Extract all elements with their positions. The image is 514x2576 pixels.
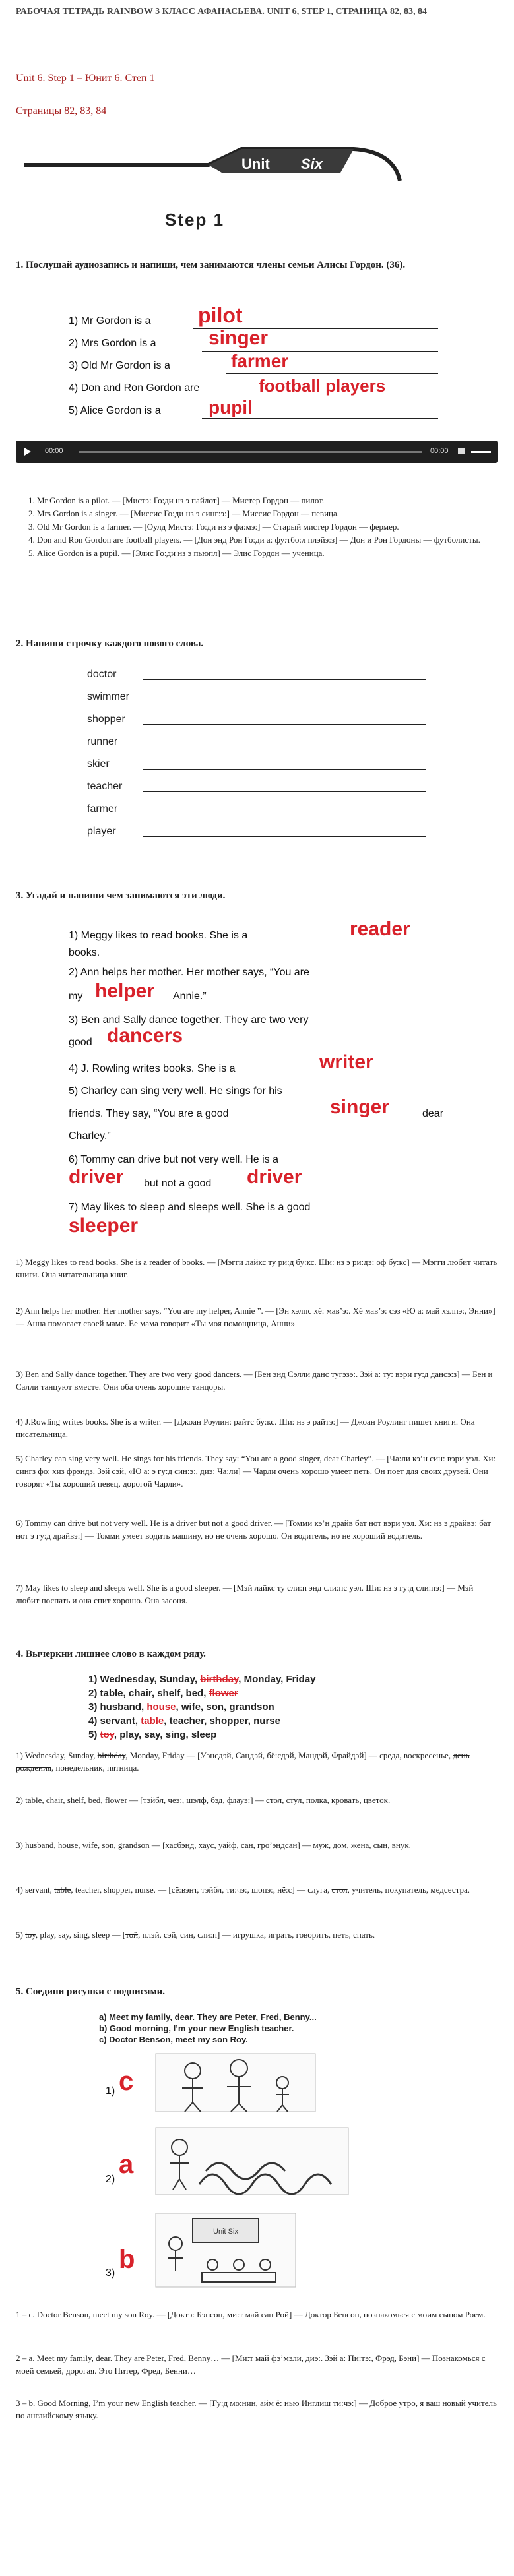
audio-progress-track[interactable] — [79, 451, 422, 453]
task3-line: 1) Meggy likes to read books. She is a — [69, 930, 248, 941]
task3-answer-1: 1) Meggy likes to read books. She is a reader of books. — [Мэгги лайкс ту ри:д бу:кс. Ши: нз э ри:дэ: оф бу:кс] — Мэгги любит читать книги. Она читательница книг. — [16, 1257, 498, 1279]
task2-title: 2. Напиши строчку каждого нового слова. — [16, 638, 204, 649]
task3-title: 3. Угадай и напиши чем занимаются эти люди. — [16, 890, 226, 901]
audio-current-time: 00:00 — [45, 447, 63, 455]
task3-line: 7) May likes to sleep and sleeps well. She is a good — [69, 1202, 311, 1213]
unit-label: Unit — [241, 156, 270, 172]
unit-number: Six — [301, 156, 323, 172]
pic-answer-2: a — [119, 2150, 134, 2179]
task3-line: my — [69, 991, 83, 1002]
page-title: РАБОЧАЯ ТЕТРАДЬ RAINBOW 3 КЛАСС АФАНАСЬЕВА. UNIT 6, STEP 1, СТРАНИЦА 82, 83, 84 — [16, 7, 427, 16]
pic-number-3: 3) — [106, 2267, 115, 2279]
picture-family-of-snakes — [153, 2125, 351, 2197]
list-item: 5. Alice Gordon is a pupil. — [Элис Го:ди нз э пьюпл] — Элис Гордон — ученица. — [37, 547, 505, 559]
task4-answer-2: 2) table, chair, shelf, bed, flower — [тэйбл, чеэ:, шэлф, бэд, флауэ:] — стол, стул, полка, кровать, цветок. — [16, 1795, 391, 1805]
caption-b: b) Good morning, I’m your new English teacher. — [99, 2023, 294, 2033]
task3-line: but not a good — [144, 1178, 212, 1189]
task4-row: 2) table, chair, shelf, bed, flower — [88, 1688, 238, 1699]
word-player: player — [87, 826, 116, 837]
task3-line: 3) Ben and Sally dance together. They are two very — [69, 1014, 309, 1026]
audio-duration: 00:00 — [430, 447, 449, 455]
pic-number-1: 1) — [106, 2085, 115, 2097]
task3-hw-reader: reader — [350, 918, 410, 940]
task3-answer-4: 4) J.Rowling writes books. She is a writer. — [Джоан Роулин: райтс бу:кс. Ши: нз э райтэ:] — Джоан Роулинг пишет книги. Она писательница. — [16, 1417, 475, 1439]
list-item: 4. Don and Ron Gordon are football players. — [Дон энд Рон Го:ди а: фу:тбо:л плэйэ:з] — Дон и Рон Гордоны — футболисты. — [37, 534, 505, 546]
task3-hw-dancers: dancers — [107, 1025, 183, 1047]
play-icon[interactable] — [24, 448, 31, 456]
task3-hw-writer: writer — [319, 1051, 373, 1073]
task3-line: Annie.” — [173, 991, 207, 1002]
task3-answer-3: 3) Ben and Sally dance together. They are two very good dancers. — [Бен энд Сэлли данс тугэзэ:. Зэй а: ту: вэри гу:д дансэ:з] — Бен и Салли танцуют вместе. Они оба очень хорошие танцоры. — [16, 1369, 493, 1392]
task1-answer-list — [18, 495, 505, 561]
word-doctor: doctor — [87, 669, 117, 680]
task3-line: friends. They say, “You are a good — [69, 1108, 229, 1119]
task4-answer-1: 1) Wednesday, Sunday, birthday, Monday, Friday — [Уэнсдэй, Сандэй, бё:сдэй, Мандэй, Фрайдэй] — среда, воскресенье, день рождения, понедельник, пятница. — [16, 1750, 470, 1773]
task5-captions — [99, 2011, 317, 2045]
answer-line — [202, 418, 438, 419]
task3-line: 6) Tommy can drive but not very well. He is a — [69, 1154, 279, 1165]
task4-answer-3: 3) husband, house, wife, son, grandson — [хасбэнд, хаус, уайф, сан, гро’эндсан] — муж, дом, жена, сын, внук. — [16, 1840, 411, 1850]
caption-a: a) Meet my family, dear. They are Peter, Fred, Benny... — [99, 2012, 317, 2022]
word-shopper: shopper — [87, 714, 125, 725]
task1-answer-1: pilot — [198, 303, 243, 327]
word-teacher: teacher — [87, 781, 123, 792]
task3-answer-7: 7) May likes to sleep and sleeps well. She is a good sleeper. — [Мэй лайкс ту сли:п энд сли:пс уэл. Ши: нз э гу:д сли:пэ:] — Мэй любит поспать и она спит хорошо. Она засоня. — [16, 1583, 474, 1605]
task3-line: dear — [422, 1108, 444, 1119]
picture-doctor-meeting — [153, 2051, 318, 2114]
task3-answer-5: 5) Charley can sing very well. He sings for his friends. They say: “You are a good singer, dear Charley”. — [Ча:ли кэ’н син: вэри уэл. Хи: сингз фо: хиз фрэндз. Зэй сэй, «Ю а: э гу:д син:э:, диэ: Ча:ли] — Чарли очень хорошо умеет петь. Он поет для своих друзей. Они говорят «Ты хороший певец, дорогой Чарли». — [16, 1454, 496, 1488]
pic-number-2: 2) — [106, 2174, 115, 2185]
task1-row-1: 1) Mr Gordon is a — [69, 315, 151, 326]
writing-line — [143, 791, 426, 792]
list-item: 1. Mr Gordon is a pilot. — [Мистэ: Го:ди нз э пайлот] — Мистер Гордон — пилот. — [37, 495, 505, 506]
task4-row: 3) husband, house, wife, son, grandson — [88, 1702, 274, 1713]
task3-hw-singer: singer — [330, 1096, 390, 1118]
task3-line: Charley.” — [69, 1130, 111, 1142]
task5-title: 5. Соедини рисунки с подписями. — [16, 1986, 166, 1997]
task3-line: good — [69, 1037, 92, 1048]
task4-rows — [88, 1672, 316, 1742]
word-swimmer: swimmer — [87, 691, 129, 702]
step-title: Step 1 — [165, 210, 225, 230]
task1-answer-3: farmer — [231, 351, 289, 371]
task3-hw-sleeper: sleeper — [69, 1215, 139, 1237]
pages-line: Страницы 82, 83, 84 — [16, 106, 107, 117]
task1-row-4: 4) Don and Ron Gordon are — [69, 383, 200, 394]
blackboard-text: Unit Six — [213, 2228, 238, 2236]
writing-line — [143, 769, 426, 770]
task1-answer-2: singer — [209, 327, 269, 349]
volume-slider[interactable] — [471, 451, 491, 453]
list-item: 3. Old Mr Gordon is a farmer. — [Оулд Мистэ: Го:ди нз э фа:мэ:] — Старый мистер Гордон — фермер. — [37, 521, 505, 533]
task3-line: 5) Charley can sing very well. He sings for his — [69, 1086, 282, 1097]
task1-row-3: 3) Old Mr Gordon is a — [69, 360, 170, 371]
task4-row: 4) servant, table, teacher, shopper, nurse — [88, 1715, 280, 1727]
list-item: 2. Mrs Gordon is a singer. — [Миссис Го:ди нз э синг:э:] — Миссис Гордон — певица. — [37, 508, 505, 520]
task3-hw-driver-1: driver — [69, 1166, 124, 1188]
task4-row: 1) Wednesday, Sunday, birthday, Monday, Friday — [88, 1674, 316, 1685]
task3-line: 4) J. Rowling writes books. She is a — [69, 1063, 236, 1074]
page-header — [0, 0, 514, 36]
caption-c: c) Doctor Benson, meet my son Roy. — [99, 2035, 248, 2044]
task3-answer-6: 6) Tommy can drive but not very well. He is a driver but not a good driver. — [Томми кэ’н драйв бат нот вэри уэл. Хи: нз э драйвэ: бат нот э гу:д драйвэ:] — Томми умеет водить машину, но не очень хорошо. Он водитель, но не хороший водитель. — [16, 1518, 491, 1541]
task3-answer-2: 2) Ann helps her mother. Her mother says, “You are my helper, Annie ”. — [Эн хэлпс хё: мав’э:. Хё мав’э: сэз «Ю а: май хэлпэ:, Энни»] — Анна помогает своей маме. Ее мама говорит «Ты моя помощница, Анни» — [16, 1306, 496, 1328]
task1-row-5: 5) Alice Gordon is a — [69, 405, 161, 416]
writing-line — [143, 679, 426, 680]
writing-line — [143, 724, 426, 725]
word-farmer: farmer — [87, 803, 118, 814]
word-skier: skier — [87, 758, 110, 770]
task5-answer-3: 3 – b. Good Morning, I’m your new English teacher. — [Гу:д мо:нин, айм ё: нью Инглиш ти:чэ:] — Доброе утро, я ваш новый учитель по английскому языку. — [16, 2398, 497, 2420]
task1-answer-4: football players — [259, 376, 386, 396]
answer-line — [226, 373, 438, 374]
audio-player[interactable] — [16, 441, 498, 463]
task1-answer-5: pupil — [209, 397, 253, 417]
task4-answer-4: 4) servant, table, teacher, shopper, nurse. — [сё:вэнт, тэйбл, ти:чэ:, шопэ:, нё:с] — слуга, стол, учитель, покупатель, медсестра. — [16, 1885, 470, 1895]
picture-teacher-classroom — [153, 2211, 298, 2290]
pic-answer-1: c — [119, 2067, 134, 2096]
writing-line — [143, 836, 426, 837]
task1-row-2: 2) Mrs Gordon is a — [69, 338, 156, 349]
pic-answer-3: b — [119, 2245, 135, 2274]
task4-answer-5: 5) toy, play, say, sing, sleep — [той, плэй, сэй, син, сли:п] — игрушка, играть, говорить, петь, спать. — [16, 1930, 375, 1940]
breadcrumb: Unit 6. Step 1 – Юнит 6. Степ 1 — [16, 73, 155, 84]
word-runner: runner — [87, 736, 118, 747]
task3-line: 2) Ann helps her mother. Her mother says, “You are — [69, 967, 309, 978]
task3-line: books. — [69, 947, 100, 958]
task4-row: 5) toy, play, say, sing, sleep — [88, 1729, 217, 1740]
task5-answer-1: 1 – c. Doctor Benson, meet my son Roy. — [Доктэ: Бэнсон, ми:т май сан Рой] — Доктор Бенсон, познакомься с моим сыном Роем. — [16, 2310, 486, 2319]
task3-hw-driver-2: driver — [247, 1166, 302, 1188]
task1-title: 1. Послушай аудиозапись и напиши, чем занимаются члены семьи Алисы Гордон. (36). — [16, 260, 406, 270]
unit-banner — [24, 145, 406, 185]
task4-title: 4. Вычеркни лишнее слово в каждом ряду. — [16, 1649, 206, 1659]
volume-icon[interactable] — [458, 448, 465, 454]
task3-hw-helper: helper — [95, 980, 155, 1002]
task5-answer-2: 2 – a. Meet my family, dear. They are Peter, Fred, Benny… — [Ми:т май фэ’мэли, диэ:. Зэй а: Пи:тэ:, Фрэд, Бэни] — Познакомься с моей семьей, дорогая. Это Питер, Фред, Бенни… — [16, 2353, 486, 2376]
